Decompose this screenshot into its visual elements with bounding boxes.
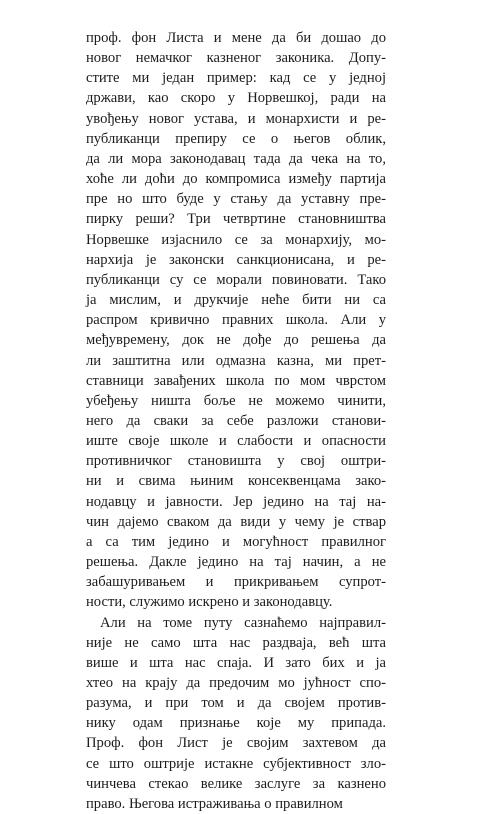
paragraph bbox=[86, 28, 386, 613]
paragraph bbox=[86, 613, 386, 814]
text-line: пре но што буде у стању да уставну пре- bbox=[86, 191, 386, 208]
text-line: Али на томе путу сазнаћемо најправил- bbox=[100, 614, 386, 631]
text-line: проф. фон Листа и мене да би дошао до bbox=[86, 30, 386, 46]
text-line: нику одам признање које му припада. bbox=[86, 715, 386, 732]
text-line: да ли мора законодавац тада да чека на то, bbox=[86, 150, 386, 167]
text-line: чин дајемо сваком да види у чему је ствар bbox=[86, 513, 386, 530]
text-line: ни и свима њиним консеквенцама зако- bbox=[86, 473, 386, 490]
text-line: међувремену, док не дође до решења да bbox=[86, 332, 386, 349]
text-line: разума, и при том и да својем против- bbox=[86, 695, 386, 712]
text-line: увођењу новог устава, и монархисти и ре- bbox=[86, 110, 386, 127]
text-line: него да сваки за себе разложи станови- bbox=[86, 412, 386, 429]
text-line: хоће ли доћи до компромиса између партија bbox=[86, 171, 386, 188]
text-line: решења. Дакле једино на тај начин, а не bbox=[86, 554, 386, 571]
text-line: стите ми један пример: кад се у једној bbox=[86, 70, 386, 87]
body-text bbox=[86, 28, 386, 814]
text-line: Норвешке изјаснило се за монархију, мо- bbox=[86, 231, 386, 248]
text-line: ности, служимо искрено и законодавцу. bbox=[86, 594, 333, 611]
text-line: пирку реши? Три четвртине становништва bbox=[86, 211, 386, 228]
text-line: држави, као скоро у Норвешкој, ради на bbox=[86, 90, 386, 107]
text-line: ли заштитна или одмазна казна, ми прет- bbox=[86, 352, 386, 369]
text-line: публиканци су се морали повиновати. Тако bbox=[86, 271, 386, 288]
text-line: нодавцу и јавности. Јер једино на тај на- bbox=[86, 493, 386, 510]
text-line: иште своје школе и слабости и опасности bbox=[86, 433, 386, 450]
text-line: новог немачког казненог законика. Допу- bbox=[86, 50, 386, 67]
text-line: ја мислим, и друкчије неће бити ни са bbox=[86, 292, 386, 309]
text-line: се што оштрије истакне субјективност зло- bbox=[86, 755, 386, 772]
text-line: право. Његова истраживања о правилном bbox=[86, 795, 343, 812]
text-line: нархија је законски санкционисана, и ре- bbox=[86, 251, 386, 268]
text-line: убеђењу ништа боље не можемо чинити, bbox=[86, 392, 386, 409]
text-line: распром кривично правних школа. Али у bbox=[86, 312, 386, 329]
text-line: није не само шта нас раздваја, већ шта bbox=[86, 634, 386, 651]
text-line: публиканци препиру се о његов облик, bbox=[86, 130, 386, 147]
text-line: хтео на крају да предочим мо јућност спо- bbox=[86, 675, 386, 691]
text-line: више и шта нас спаја. И зато бих и ја bbox=[86, 654, 386, 671]
text-line: Проф. фон Лист је својим захтевом да bbox=[86, 735, 386, 752]
text-line: чинчева стекао велике заслуге за казнено bbox=[86, 775, 386, 792]
text-line: ставници завађених школа по мом чврстом bbox=[86, 372, 386, 389]
text-line: забашуривањем и прикривањем супрот- bbox=[86, 574, 386, 591]
text-line: а са тим једино и могућност правилног bbox=[86, 533, 386, 550]
text-line: противничког становишта у свој оштри- bbox=[86, 453, 386, 470]
